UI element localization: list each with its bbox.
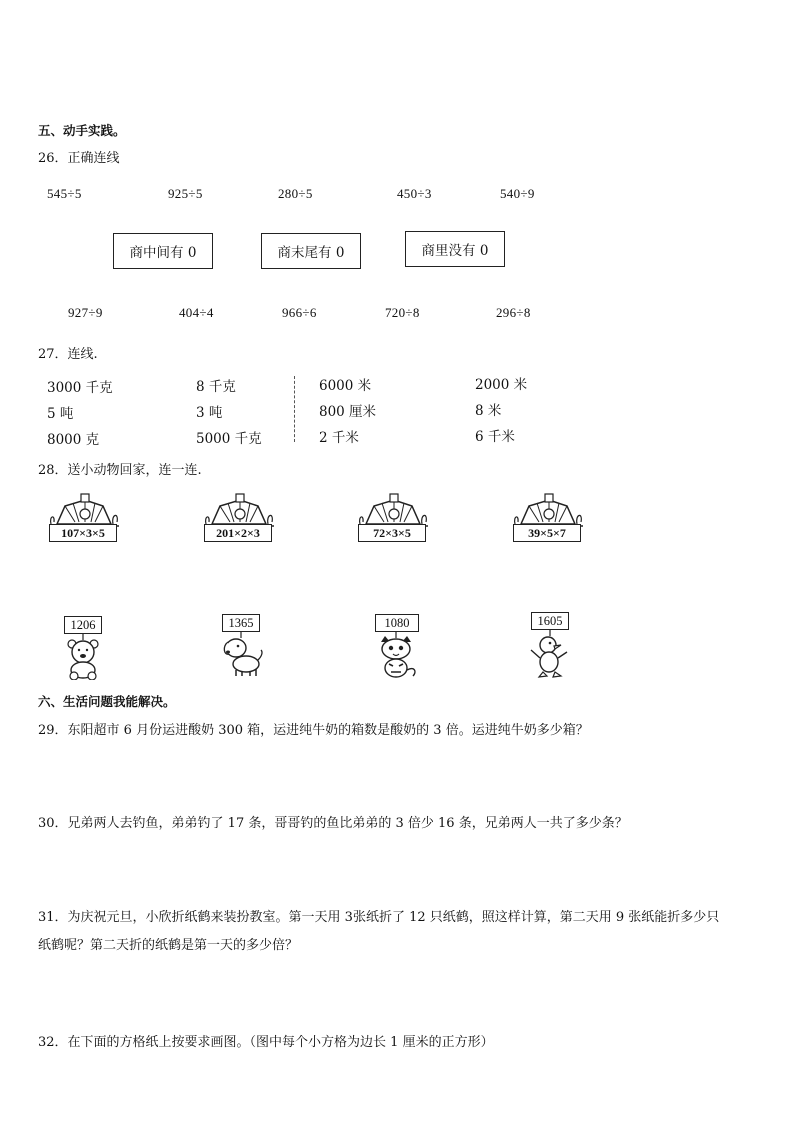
q26-bottom-expr: 296÷8 <box>496 305 531 320</box>
house-expression: 107×3×5 <box>49 524 117 542</box>
q27-col1-item: 8000 克 <box>47 432 100 448</box>
animal-number-sign: 1365 <box>222 614 260 632</box>
question-28-label: 28．送小动物回家，连一连. <box>38 463 202 478</box>
animal-number-sign: 1605 <box>531 612 569 630</box>
house <box>509 492 587 552</box>
q26-top-expr: 280÷5 <box>278 186 313 201</box>
q27-col4-item: 8 米 <box>475 403 502 419</box>
animal-cat <box>371 614 423 684</box>
q26-top-expr: 450÷3 <box>397 186 432 201</box>
quotient-middle-zero-box: 商中间有 0 <box>113 233 213 269</box>
q27-col4-item: 2000 米 <box>475 377 528 393</box>
section-6-title: 六、生活问题我能解决。 <box>38 694 176 709</box>
quotient-end-zero-box: 商末尾有 0 <box>261 233 361 269</box>
house-expression: 39×5×7 <box>513 524 581 542</box>
q27-col1-item: 5 吨 <box>47 406 74 422</box>
q26-top-expr: 545÷5 <box>47 186 82 201</box>
q27-col3-item: 800 厘米 <box>319 404 377 420</box>
quotient-no-zero-box: 商里没有 0 <box>405 231 505 267</box>
q26-bottom-expr: 927÷9 <box>68 305 103 320</box>
q26-top-expr: 540÷9 <box>500 186 535 201</box>
q26-bottom-expr: 720÷8 <box>385 305 420 320</box>
animal-dog <box>218 614 270 684</box>
q27-col3-item: 6000 米 <box>319 378 372 394</box>
q27-col1-item: 3000 千克 <box>47 380 113 396</box>
cat-icon <box>371 632 421 680</box>
house-expression: 72×3×5 <box>358 524 426 542</box>
duck-icon <box>527 630 573 678</box>
question-30: 30．兄弟两人去钓鱼，弟弟钓了 17 条，哥哥钓的鱼比弟弟的 3 倍少 16 条，兄弟两人一共了多少条？ <box>38 816 628 831</box>
animal-duck <box>527 612 579 682</box>
bear-icon <box>60 634 106 680</box>
house <box>200 492 278 552</box>
question-29: 29．东阳超市 6 月份运进酸奶 300 箱，运进纯牛奶的箱数是酸奶的 3 倍。运进纯牛奶多少箱？ <box>38 723 589 738</box>
q26-bottom-expr: 404÷4 <box>179 305 214 320</box>
section-5-title: 五、动手实践。 <box>38 123 126 138</box>
q27-divider <box>294 376 295 442</box>
house <box>354 492 432 552</box>
question-26-label: 26．正确连线 <box>38 151 120 166</box>
animal-bear <box>60 616 112 686</box>
question-32: 32．在下面的方格纸上按要求画图。（图中每个小方格为边长 1 厘米的正方形） <box>38 1035 494 1050</box>
q26-bottom-expr: 966÷6 <box>282 305 317 320</box>
question-31-line1: 31．为庆祝元旦，小欣折纸鹤来装扮教室。第一天用 3张纸折了 12 只纸鹤，照这样计算，第二天用 9 张纸能折多少只 <box>38 910 720 925</box>
animal-number-sign: 1080 <box>375 614 419 632</box>
q27-col2-item: 3 吨 <box>196 405 223 421</box>
q27-col3-item: 2 千米 <box>319 430 359 446</box>
q27-col4-item: 6 千米 <box>475 429 515 445</box>
animal-number-sign: 1206 <box>64 616 102 634</box>
q26-top-expr: 925÷5 <box>168 186 203 201</box>
dog-icon <box>218 632 264 678</box>
q27-col2-item: 5000 千克 <box>196 431 262 447</box>
q27-col2-item: 8 千克 <box>196 379 236 395</box>
question-27-label: 27．连线. <box>38 347 98 362</box>
house-expression: 201×2×3 <box>204 524 272 542</box>
question-31-line2: 纸鹤呢？第二天折的纸鹤是第一天的多少倍？ <box>38 938 299 953</box>
house <box>45 492 123 552</box>
